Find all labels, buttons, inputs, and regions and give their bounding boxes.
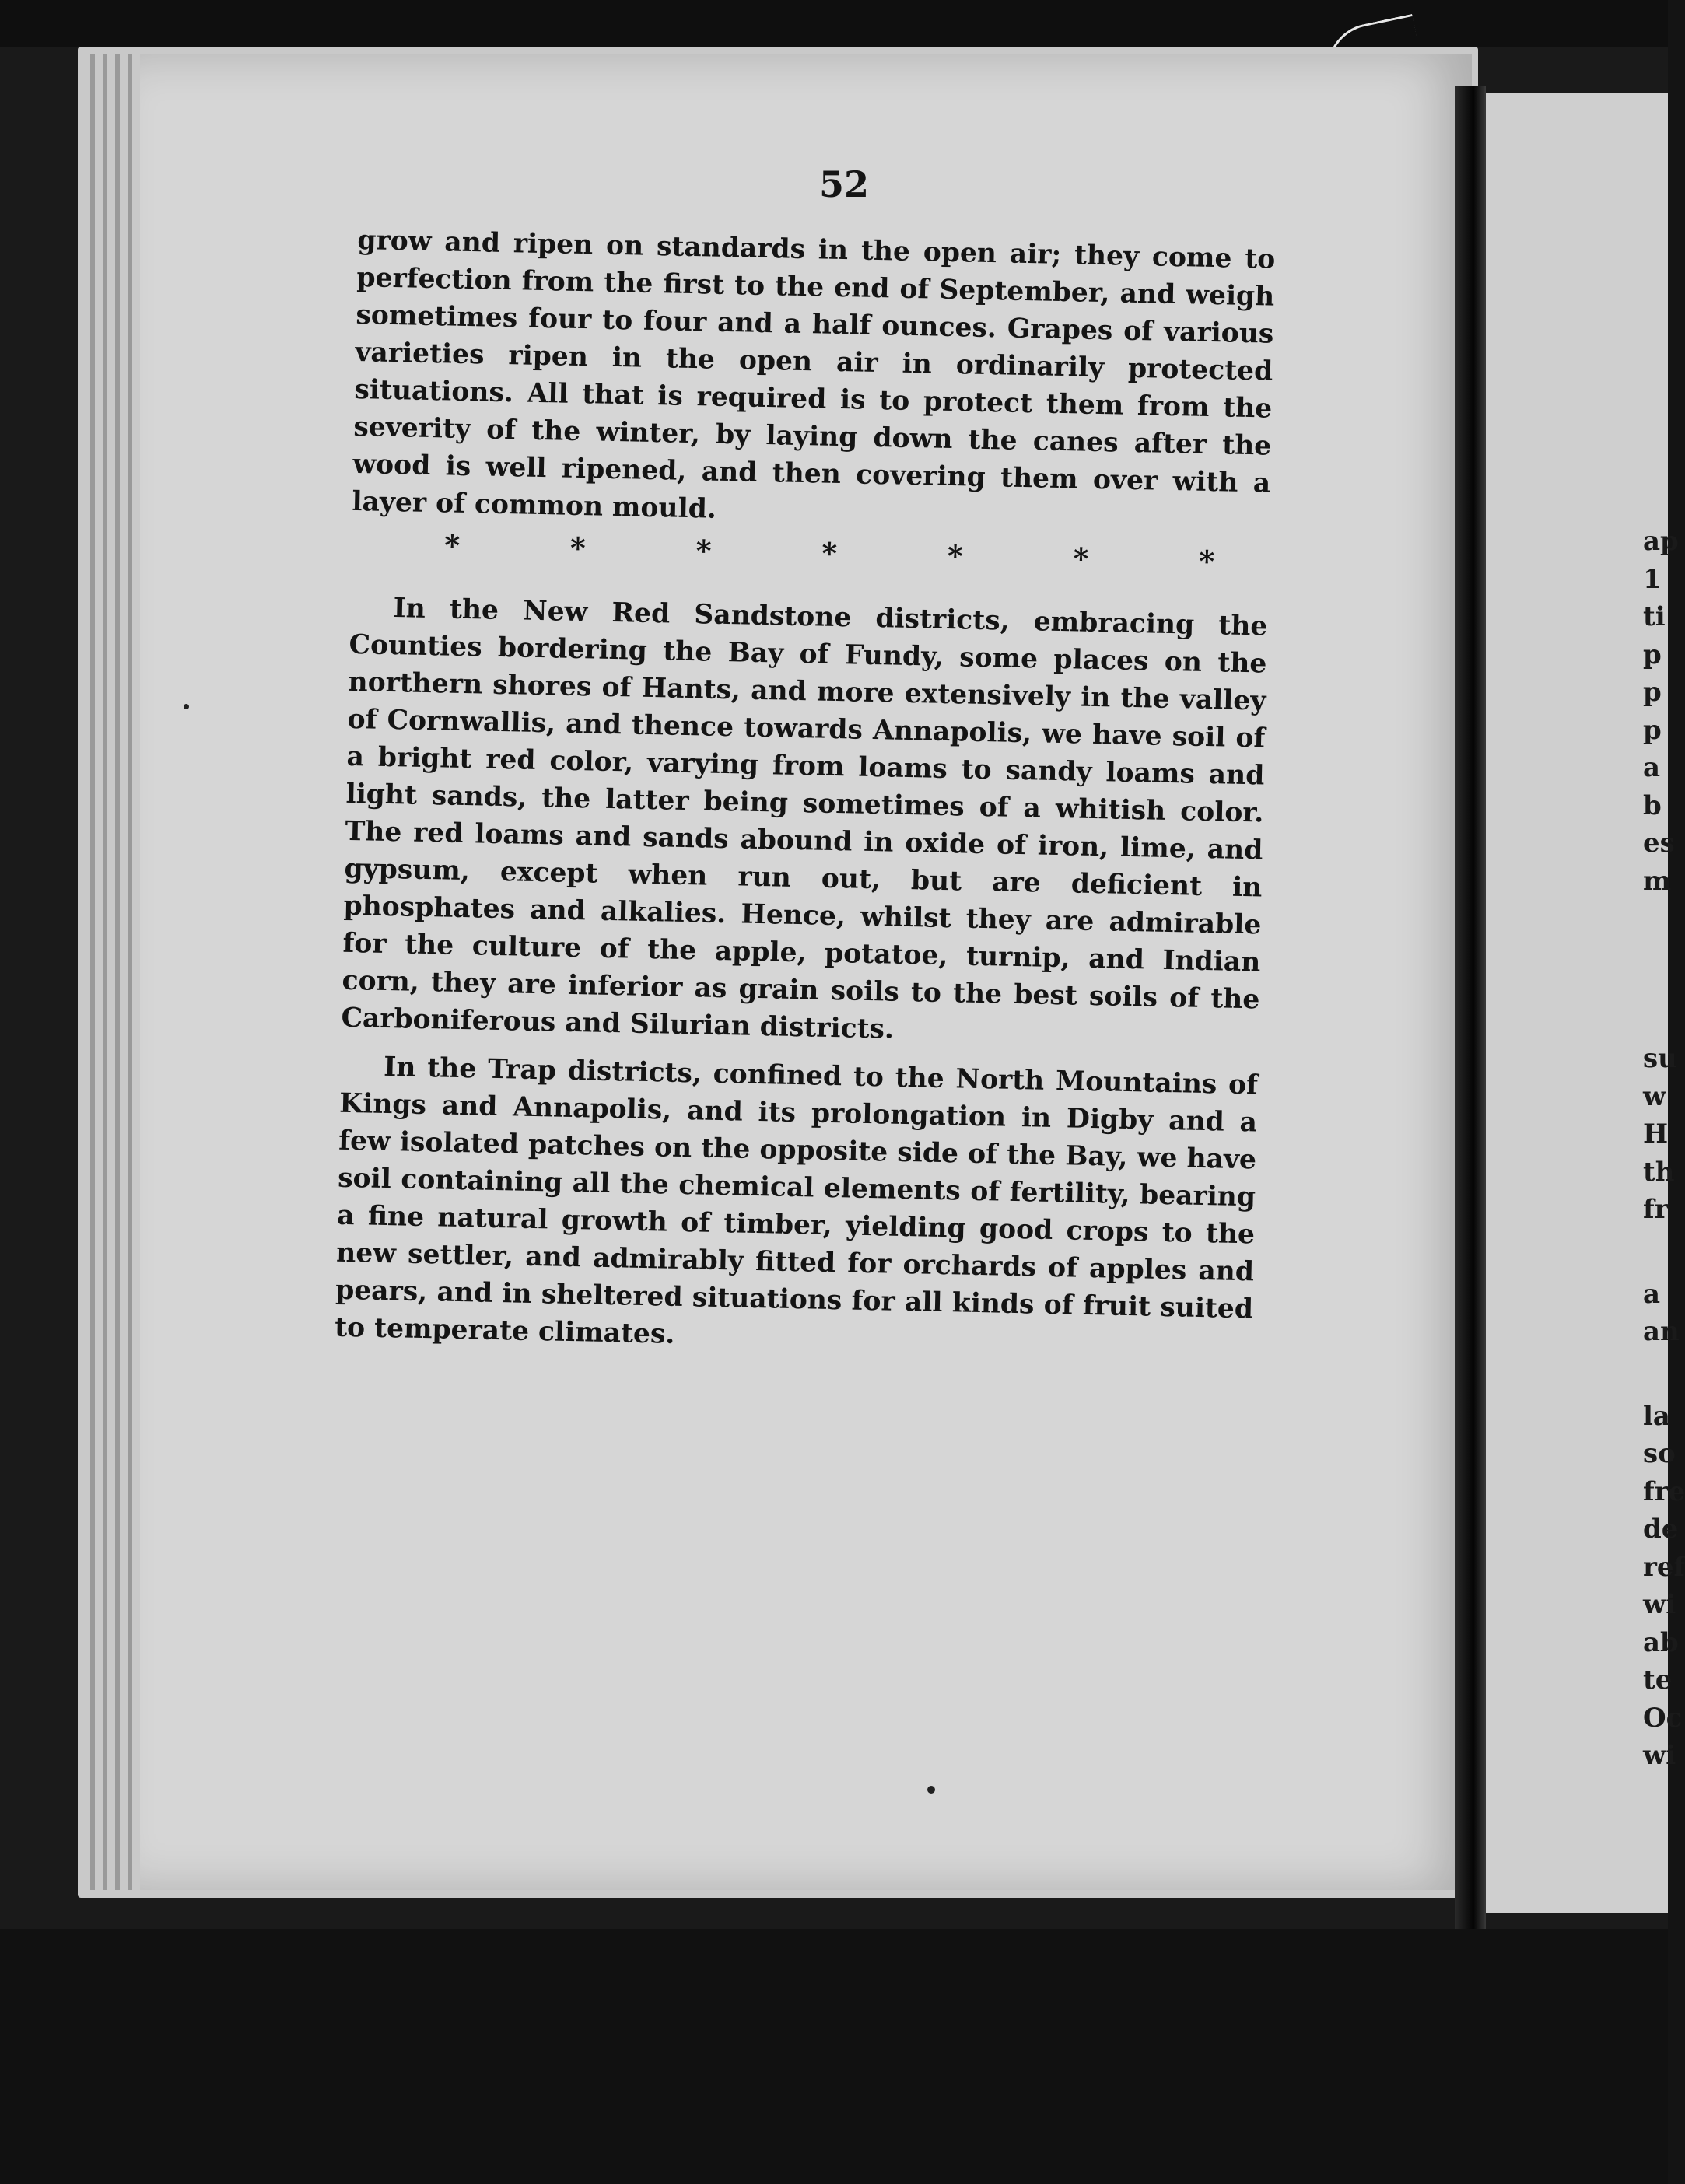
- facing-page-fragments: [1643, 523, 1685, 1783]
- scan-speck: [184, 704, 189, 709]
- page-edge-line: [115, 54, 120, 1890]
- asterisk: *: [695, 533, 712, 569]
- fragment-line: p: [1643, 677, 1662, 708]
- fragment-line: so: [1643, 1438, 1676, 1469]
- page-edge-line: [90, 54, 95, 1890]
- fragment-line: su: [1643, 1043, 1677, 1074]
- fragment-line: th: [1643, 1156, 1675, 1188]
- section-separator: [444, 528, 1215, 579]
- paragraph-trap-districts: In the Trap districts, confined to the North Mountains of Kings and Annapolis, and its prolongation in Digby and a few isolated patches on the opposite side of the Bay, we have soil containing all the chemical elements of fertility, bearing a fine natural growth of timber, yielding good crops to the new settler, and admirably fitted for orchards of apples and pears, and in sheltered situations for all kinds of fruit suited to temperate climates.: [334, 1051, 1259, 1350]
- fragment-line: m: [1643, 865, 1671, 897]
- book-gutter: [1455, 86, 1486, 1937]
- scan-bottom-edge: [0, 1929, 1668, 2184]
- asterisk: *: [947, 537, 964, 574]
- fragment-line: fre: [1643, 1475, 1685, 1507]
- fragment-line: b: [1643, 789, 1662, 821]
- fragment-line: 1: [1643, 563, 1662, 595]
- fragment-group: [1643, 1398, 1685, 1775]
- right-page: [1486, 93, 1668, 1913]
- fragment-line: Oc: [1643, 1702, 1683, 1734]
- paragraph-continued: grow and ripen on standards in the open air; they come to perfection from the first to the end of September, and weigh sometimes four to four and a half ounces. Grapes of various varieties ripen in the open air in ordinarily protected situations. All that is required is to protect them from the severity of the winter, by laying down the canes after the wood is well ripened, and then covering them over with a layer of common mould.: [352, 224, 1276, 525]
- fragment-line: te: [1643, 1664, 1673, 1696]
- scan-speck: [927, 1786, 935, 1794]
- fragment-line: a: [1643, 1278, 1661, 1310]
- fragment-line: de: [1643, 1514, 1679, 1545]
- fragment-line: ref: [1643, 1551, 1685, 1583]
- page-number: 52: [818, 163, 869, 205]
- fragment-group: [1643, 1040, 1677, 1229]
- fragment-line: ab: [1643, 1626, 1679, 1658]
- fragment-line: a: [1643, 752, 1661, 783]
- fragment-line: wi: [1643, 1740, 1676, 1771]
- fragment-line: la: [1643, 1400, 1670, 1432]
- asterisk: *: [569, 530, 587, 566]
- fragment-line: an: [1643, 1316, 1680, 1347]
- fragment-group: [1643, 1276, 1680, 1351]
- paragraph-new-red-sandstone: In the New Red Sandstone districts, embracing the Counties bordering the Bay of Fundy, some places on the northern shores of Hants, and more extensively in the valley of Cornwallis, and thence towards Annapolis, we have soil of a bright red color, varying from loams to sandy loams and light sands, the latter being sometimes of a whitish color. The red loams and sands abound in oxide of iron, lime, and gypsum, except when run out, but are deficient in phosphates and alkalies. Hence, whilst they are admirable for the culture of the apple, potatoe, turnip, and Indian corn, they are inferior as grain soils to the best soils of the Carboniferous and Silurian districts.: [341, 593, 1268, 1045]
- page-body-text: [335, 222, 1276, 1365]
- asterisk: *: [821, 535, 838, 571]
- fragment-line: w: [1643, 1080, 1666, 1112]
- page-edge-line: [103, 54, 107, 1890]
- fragment-line: H: [1643, 1118, 1669, 1150]
- asterisk: *: [443, 527, 461, 563]
- fragment-group: [1643, 523, 1679, 900]
- fragment-line: ti: [1643, 601, 1666, 632]
- page-edge-line: [128, 54, 132, 1890]
- scan-top-edge: [0, 0, 1668, 47]
- fragment-line: es: [1643, 828, 1675, 859]
- fragment-line: ap: [1643, 526, 1679, 557]
- fragment-line: p: [1643, 639, 1662, 670]
- asterisk: *: [1073, 541, 1089, 576]
- asterisk: *: [1198, 543, 1215, 579]
- fragment-line: fr: [1643, 1194, 1669, 1225]
- fragment-line: p: [1643, 714, 1662, 746]
- fragment-line: wi: [1643, 1589, 1676, 1620]
